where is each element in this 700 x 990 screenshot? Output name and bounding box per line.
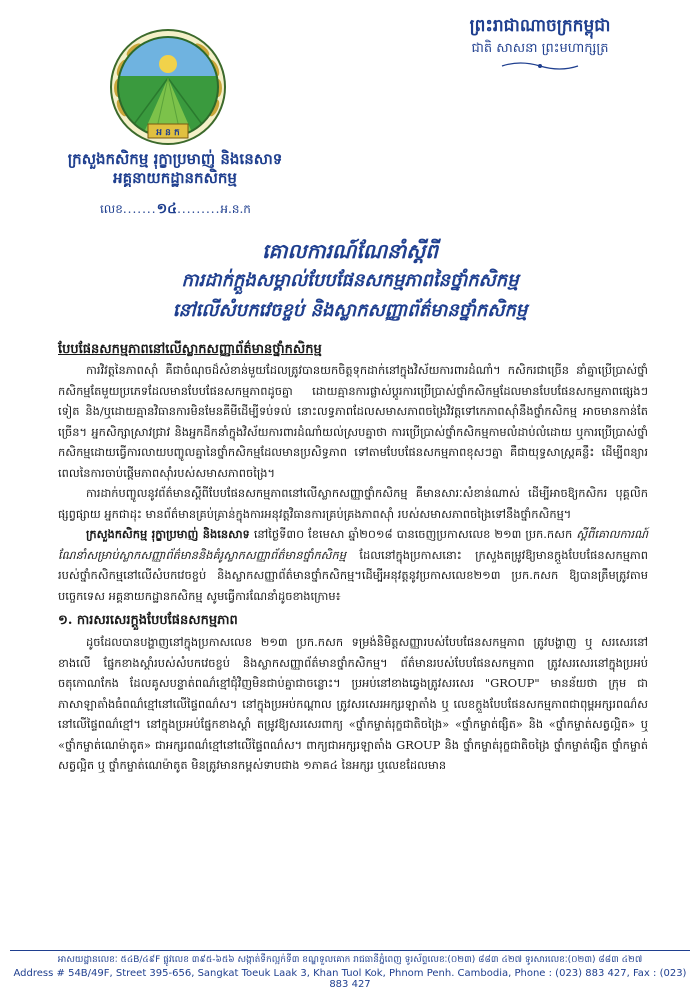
- doc-title-line1: គោលការណ៍ណែនាំស្តីពី: [262, 239, 438, 263]
- ornament-divider-icon: [500, 60, 580, 72]
- footer-address-en: Address # 54B/49F, Street 395-656, Sangkat Toeuk Laak 3, Khan Tuol Kok, Phnom Penh. Cambodia, Phone : (023) 883 427, Fax : (023) 883 427: [13, 968, 687, 990]
- footer-address-km: អាសយដ្ឋានលេខៈ ៥៤B/៤៩F ផ្លូវលេខ ៣៩៥-៦៥៦ សង្កាត់ទឹកល្អក់ទី៣ ខណ្ឌទួលគោក រាជធានីភ្នំពេញ ទូរស័ព្ទលេខៈ(០២៣) ៨៨៣ ៤២៧ ទូរសារលេខៈ(០២៣) ៨៨៣ ៤២៧: [57, 955, 643, 965]
- ref-prefix: លេខ: [100, 202, 123, 216]
- kingdom-title: ព្រះរាជាណាចក្រកម្ពុជា: [469, 16, 611, 36]
- ministry-name: [40, 150, 310, 188]
- body-heading: បែបផែនសកម្មភាពនៅលើស្លាកសញ្ញាព័ត៌មានថ្នាំកសិកម្ម: [58, 342, 322, 357]
- ministry-logo: [108, 28, 228, 146]
- paragraph-3: ក្រសួងកសិកម្ម រុក្ខាប្រមាញ់ និងនេសាទ នៅថ្ងៃទី៣០ ខែមេសា ឆ្នាំ២០១៨ បានចេញប្រកាសលេខ ២១៣ ប្រក.កសក ស្តីពីគោលការណ៍ណែនាំសម្រាប់ស្លាកសញ្ញាព័ត៌មាននិងគំរូស្លាកសញ្ញាព័ត៌មានថ្នាំកសិកម្ម ដែលនៅក្នុងប្រកាសនោះ ក្រសួងតម្រូវឱ្យមានក្ដួងបែបផែនសកម្មភាពរបស់ថ្នាំកសិកម្មនៅលើសំបកវេចខ្ចប់ និងស្លាកសញ្ញាព័ត៌មានថ្នាំកសិកម្ម។ដើម្បីអនុវត្តនូវប្រកាសលេខ២១៣ ប្រក.កសក ឱ្យបានត្រឹមត្រូវតាមបច្ចេកទេស អគ្គនាយកដ្ឋានកសិកម្ម សូមធ្វើការណែនាំដូចខាងក្រោម៖: [58, 527, 648, 603]
- ministry-line2: អគ្គនាយកដ្ឋានកសិកម្ម: [113, 169, 237, 187]
- national-motto: ជាតិ សាសនា ព្រះមហាក្សត្រ: [471, 41, 609, 56]
- reference-number: លេខ.......១៤.........អ.ន.ក: [100, 201, 251, 217]
- ref-suffix: អ.ន.ក: [220, 202, 251, 216]
- doc-title-line3: នៅលើសំបកវេចខ្ចប់ និងស្លាកសញ្ញាព័ត៌មានថ្នាំកសិកម្ម: [172, 300, 528, 321]
- doc-title-line2: ការដាក់ក្ដួងសម្គាល់បែបផែនសកម្មភាពនៃថ្នាំកសិកម្ម: [181, 270, 519, 291]
- svg-text:អ ន ក: អ ន ក: [156, 128, 180, 138]
- document-body: [58, 340, 648, 776]
- ministry-line1: ក្រសួងកសិកម្ម រុក្ខាប្រមាញ់ និងនេសាទ: [67, 150, 283, 168]
- paragraph-1: ការវិវត្តនៃភាពស៊ាំ គឺជាចំណុចដ៏សំខាន់មួយដែលត្រូវបានយកចិត្តទុកដាក់នៅក្នុងវិស័យការពារដំណាំ។ កសិករជាច្រើន នាំគ្នាប្រើប្រាស់ថ្នាំកសិកម្មតែមួយប្រភេទដែលមានបែបផែនសកម្មភាពដូចគ្នា ដោយគ្មានការផ្លាស់ប្តូរការប្រើប្រាស់ថ្នាំកសិកម្មដែលមានបែបផែនសកម្មភាពផ្សេងៗទៀត និង/ឬដោយគ្មានវិធានការមិនមែនគីមីដើម្បីទប់ទល់ នោះលទ្ធភាពដែលសមាសភាពចង្រៃវិវត្តទៅកេភាពស៊ាំនឹងថ្នាំកសិកម្ម អាចមានកាន់តែច្រើន។ អ្នកសិក្សាស្រាវជ្រាវ និងអ្នកដឹកនាំក្នុងវិស័យការពារដំណាំយល់ស្របគ្នាថា ការប្រើប្រាស់ថ្នាំកសិកម្មកាមលំដាប់លំដោយ ឬការប្រើប្រាស់ថ្នាំកសិកម្មដោយធ្វើការលាយបញ្ចូលគ្នានៃថ្នាំកសិកម្មដែលមានប្រសិទ្ធភាព ទៅតាមបែបផែនសកម្មភាពខុសៗគ្នា គឺជាយុទ្ធសាស្ត្រគន្លឹះ ដើម្បីពន្យារពេលនៃការចាប់ផ្តើមភាពស៊ាំរបស់សមាសភាពចង្រៃ។: [58, 363, 648, 480]
- prakas-title: ស្តីពីគោលការណ៍ណែនាំសម្រាប់ស្លាកសញ្ញាព័ត៌មាននិងគំរូស្លាកសញ្ញាព័ត៌មានថ្នាំកសិកម្ម: [58, 527, 648, 562]
- ref-number: ១៤: [156, 201, 178, 217]
- paragraph-2: ការដាក់បញ្ចូលនូវព័ត៌មានស្តីពីបែបផែនសកម្មភាពនៅលើស្លាកសញ្ញាថ្នាំកសិកម្ម គឺមានសារៈសំខាន់ណាស់ ដើម្បីអាចឱ្យកសិករ បុគ្គលិកផ្សព្វផ្សាយ អ្នកជាដុះ មានព័ត៌មានគ្រប់គ្រាន់ក្នុងការអនុវត្តវិធានការគ្រប់គ្រងភាពស៊ាំ របស់សមាសភាពចង្រៃទៅនឹងថ្នាំកសិកម្ម។: [58, 486, 648, 521]
- section-1-heading: ១. ការសរសេរក្ដួងបែបផែនសកម្មភាព: [58, 613, 238, 628]
- ministry-mention: ក្រសួងកសិកម្ម រុក្ខាប្រមាញ់ និងនេសាទ: [86, 527, 250, 541]
- footer-divider: [10, 950, 690, 951]
- paragraph-4: ដូចដែលបានបង្ហាញនៅក្នុងប្រកាសលេខ ២១៣ ប្រក.កសក ទម្រង់និមិត្តសញ្ញារបស់បែបផែនសកម្មភាព ត្រូវបង្ហាញ ឬ សរសេរនៅខាងលើ ផ្នែកខាងស្តាំរបស់សំបកវេចខ្ចប់ និងស្លាកសញ្ញាព័ត៌មានថ្នាំកសិកម្ម។ ព័ត៌មានរបស់បែបផែនសកម្មភាព ត្រូវសរសេរនៅក្នុងប្រអប់ចតុកោណកែង ដែលគូសបន្ទាត់ពណ៌ខ្មៅជុំវិញមិនជាប់គ្នាជាចន្លោះ។ ប្រអប់នៅខាងឆ្វេងត្រូវសរសេរ "GROUP" មានន័យថា ក្រុម ជាភាសាឡាតាំងធំពណ៌ខ្មៅនៅលើផ្ទៃពណ៌ស។ នៅក្នុងប្រអប់កណ្តាល ត្រូវសរសេរអក្សរឡាតាំង ឬ លេខក្ដួងបែបផែនសកម្មភាពជាពុម្ពអក្សរពណ៌សនៅលើផ្ទៃពណ៌ខ្មៅ។ នៅក្នុងប្រអប់ផ្នែកខាងស្តាំ តម្រូវឱ្យសរសេរពាក្យ «ថ្នាំកម្ចាត់រុក្ខជាតិចង្រៃ» «ថ្នាំកម្ចាត់ផ្សិត» និង «ថ្នាំកម្ចាត់សត្វល្អិត» ឬ «ថ្នាំកម្ចាត់ណេម៉ាតូត» ជាអក្សរពណ៌ខ្មៅនៅលើផ្ទៃពណ៌ស។ ពាក្យជាអក្សរឡាតាំង GROUP និង ថ្នាំកម្ចាត់រុក្ខជាតិចង្រៃ ថ្នាំកម្ចាត់ផ្សិត ថ្នាំកម្ចាត់សត្វល្អិត ឬ ថ្នាំកម្ចាត់ណេម៉ាតូត មិនត្រូវមានកម្ពស់ទាបជាង ១ភាគ៤ នៃអក្សរ ឬលេខដែលមាន: [58, 635, 648, 772]
